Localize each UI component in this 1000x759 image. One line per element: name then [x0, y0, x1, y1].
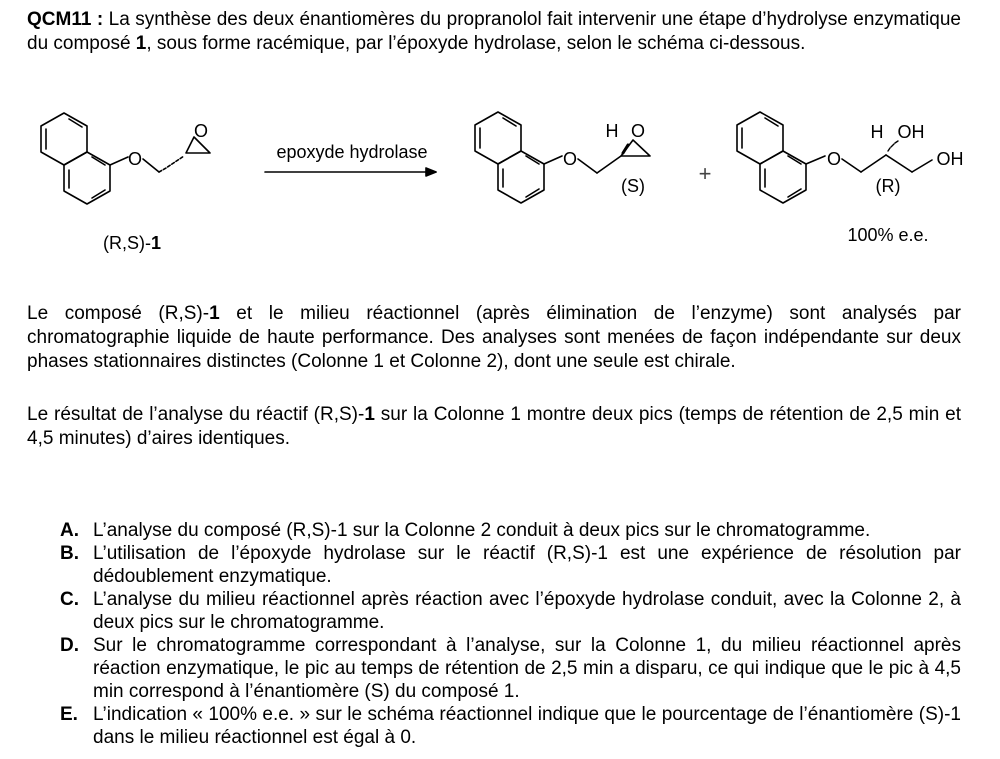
product1-epoxide-oxygen: O: [630, 121, 646, 141]
intro-text-a: La synthèse des deux énantiomères du propranolol fait intervenir une étape d’hydrolyse enzymatique du composé: [27, 9, 961, 54]
option-text: L’analyse du milieu réactionnel après réaction avec l’époxyde hydrolase conduit, avec la Colonne 2, à deux pics sur le chromatogramme.: [93, 589, 961, 633]
plus-sign: +: [698, 161, 712, 186]
result-compound-number: 1: [364, 404, 375, 425]
arrow-label: epoxyde hydrolase: [276, 142, 428, 162]
option-text: L’utilisation de l’époxyde hydrolase sur le réactif (R,S)-1 est une expérience de résolution par dédoublement enzymatique.: [93, 543, 961, 587]
option-e[interactable]: [60, 703, 961, 749]
question-label: QCM11 :: [27, 9, 104, 30]
option-b[interactable]: [60, 542, 961, 588]
result-text-b: sur la Colonne 1 montre deux pics (temps de rétention de 2,5 min et 4,5 minutes) d’aires identiques.: [27, 404, 961, 449]
question-intro: [27, 8, 961, 56]
product2-hydroxyl: OH: [897, 122, 925, 142]
analysis-text-a: Le composé (R,S)-: [27, 303, 210, 324]
product2-ether-oxygen: O: [826, 149, 842, 169]
intro-text-b: , sous forme racémique, par l’époxyde hydrolase, selon le schéma ci-dessous.: [146, 33, 806, 54]
option-letter: E.: [60, 704, 78, 725]
result-text-a: Le résultat de l’analyse du réactif (R,S)-: [27, 404, 365, 425]
option-letter: C.: [60, 589, 79, 610]
option-text: L’analyse du composé (R,S)-1 sur la Colonne 2 conduit à deux pics sur le chromatogramme.: [93, 520, 871, 541]
product1-configuration: (S): [621, 176, 645, 196]
reactant-epoxide-oxygen: O: [193, 121, 209, 141]
analysis-paragraph: [27, 302, 961, 374]
product1-hydrogen: H: [605, 121, 619, 141]
answer-options: [60, 519, 961, 749]
analysis-text-b: et le milieu réactionnel (après élimination de l’enzyme) sont analysés par chromatographie liquide de haute performance. Des analyses sont menées de façon indépendante sur deux phases stationnaires distinctes (Colonne 1 et Colonne 2), dont une seule est chirale.: [27, 303, 961, 372]
product1-ether-oxygen: O: [562, 149, 578, 169]
analysis-compound-number: 1: [209, 303, 220, 324]
option-letter: D.: [60, 635, 79, 656]
reactant-ether-oxygen: O: [127, 149, 143, 169]
option-text: L’indication « 100% e.e. » sur le schéma réactionnel indique que le pourcentage de l’énantiomère (S)-1 dans le milieu réactionnel est égal à 0.: [93, 704, 961, 748]
intro-compound-number: 1: [135, 33, 147, 54]
reactant-naphthalene: [41, 113, 210, 204]
product2-hydrogen: H: [870, 122, 884, 142]
option-d[interactable]: [60, 634, 961, 703]
option-text: Sur le chromatogramme correspondant à l’analyse, sur la Colonne 1, du milieu réactionnel après réaction enzymatique, le pic au temps de rétention de 2,5 min a disparu, ce qui indique que le pic à 4,5 min correspond à l’énantiomère (S) du composé 1.: [93, 635, 961, 702]
product2-configuration: (R): [875, 176, 901, 196]
result-paragraph: [27, 403, 961, 451]
product2-terminal-hydroxyl: OH: [936, 149, 964, 169]
option-letter: B.: [60, 543, 79, 564]
option-letter: A.: [60, 520, 79, 541]
reactant-label: (R,S)-1: [102, 233, 162, 253]
option-c[interactable]: [60, 588, 961, 634]
option-a[interactable]: [60, 519, 961, 542]
product2-ee: 100% e.e.: [847, 225, 929, 245]
reaction-scheme: [0, 110, 1000, 260]
